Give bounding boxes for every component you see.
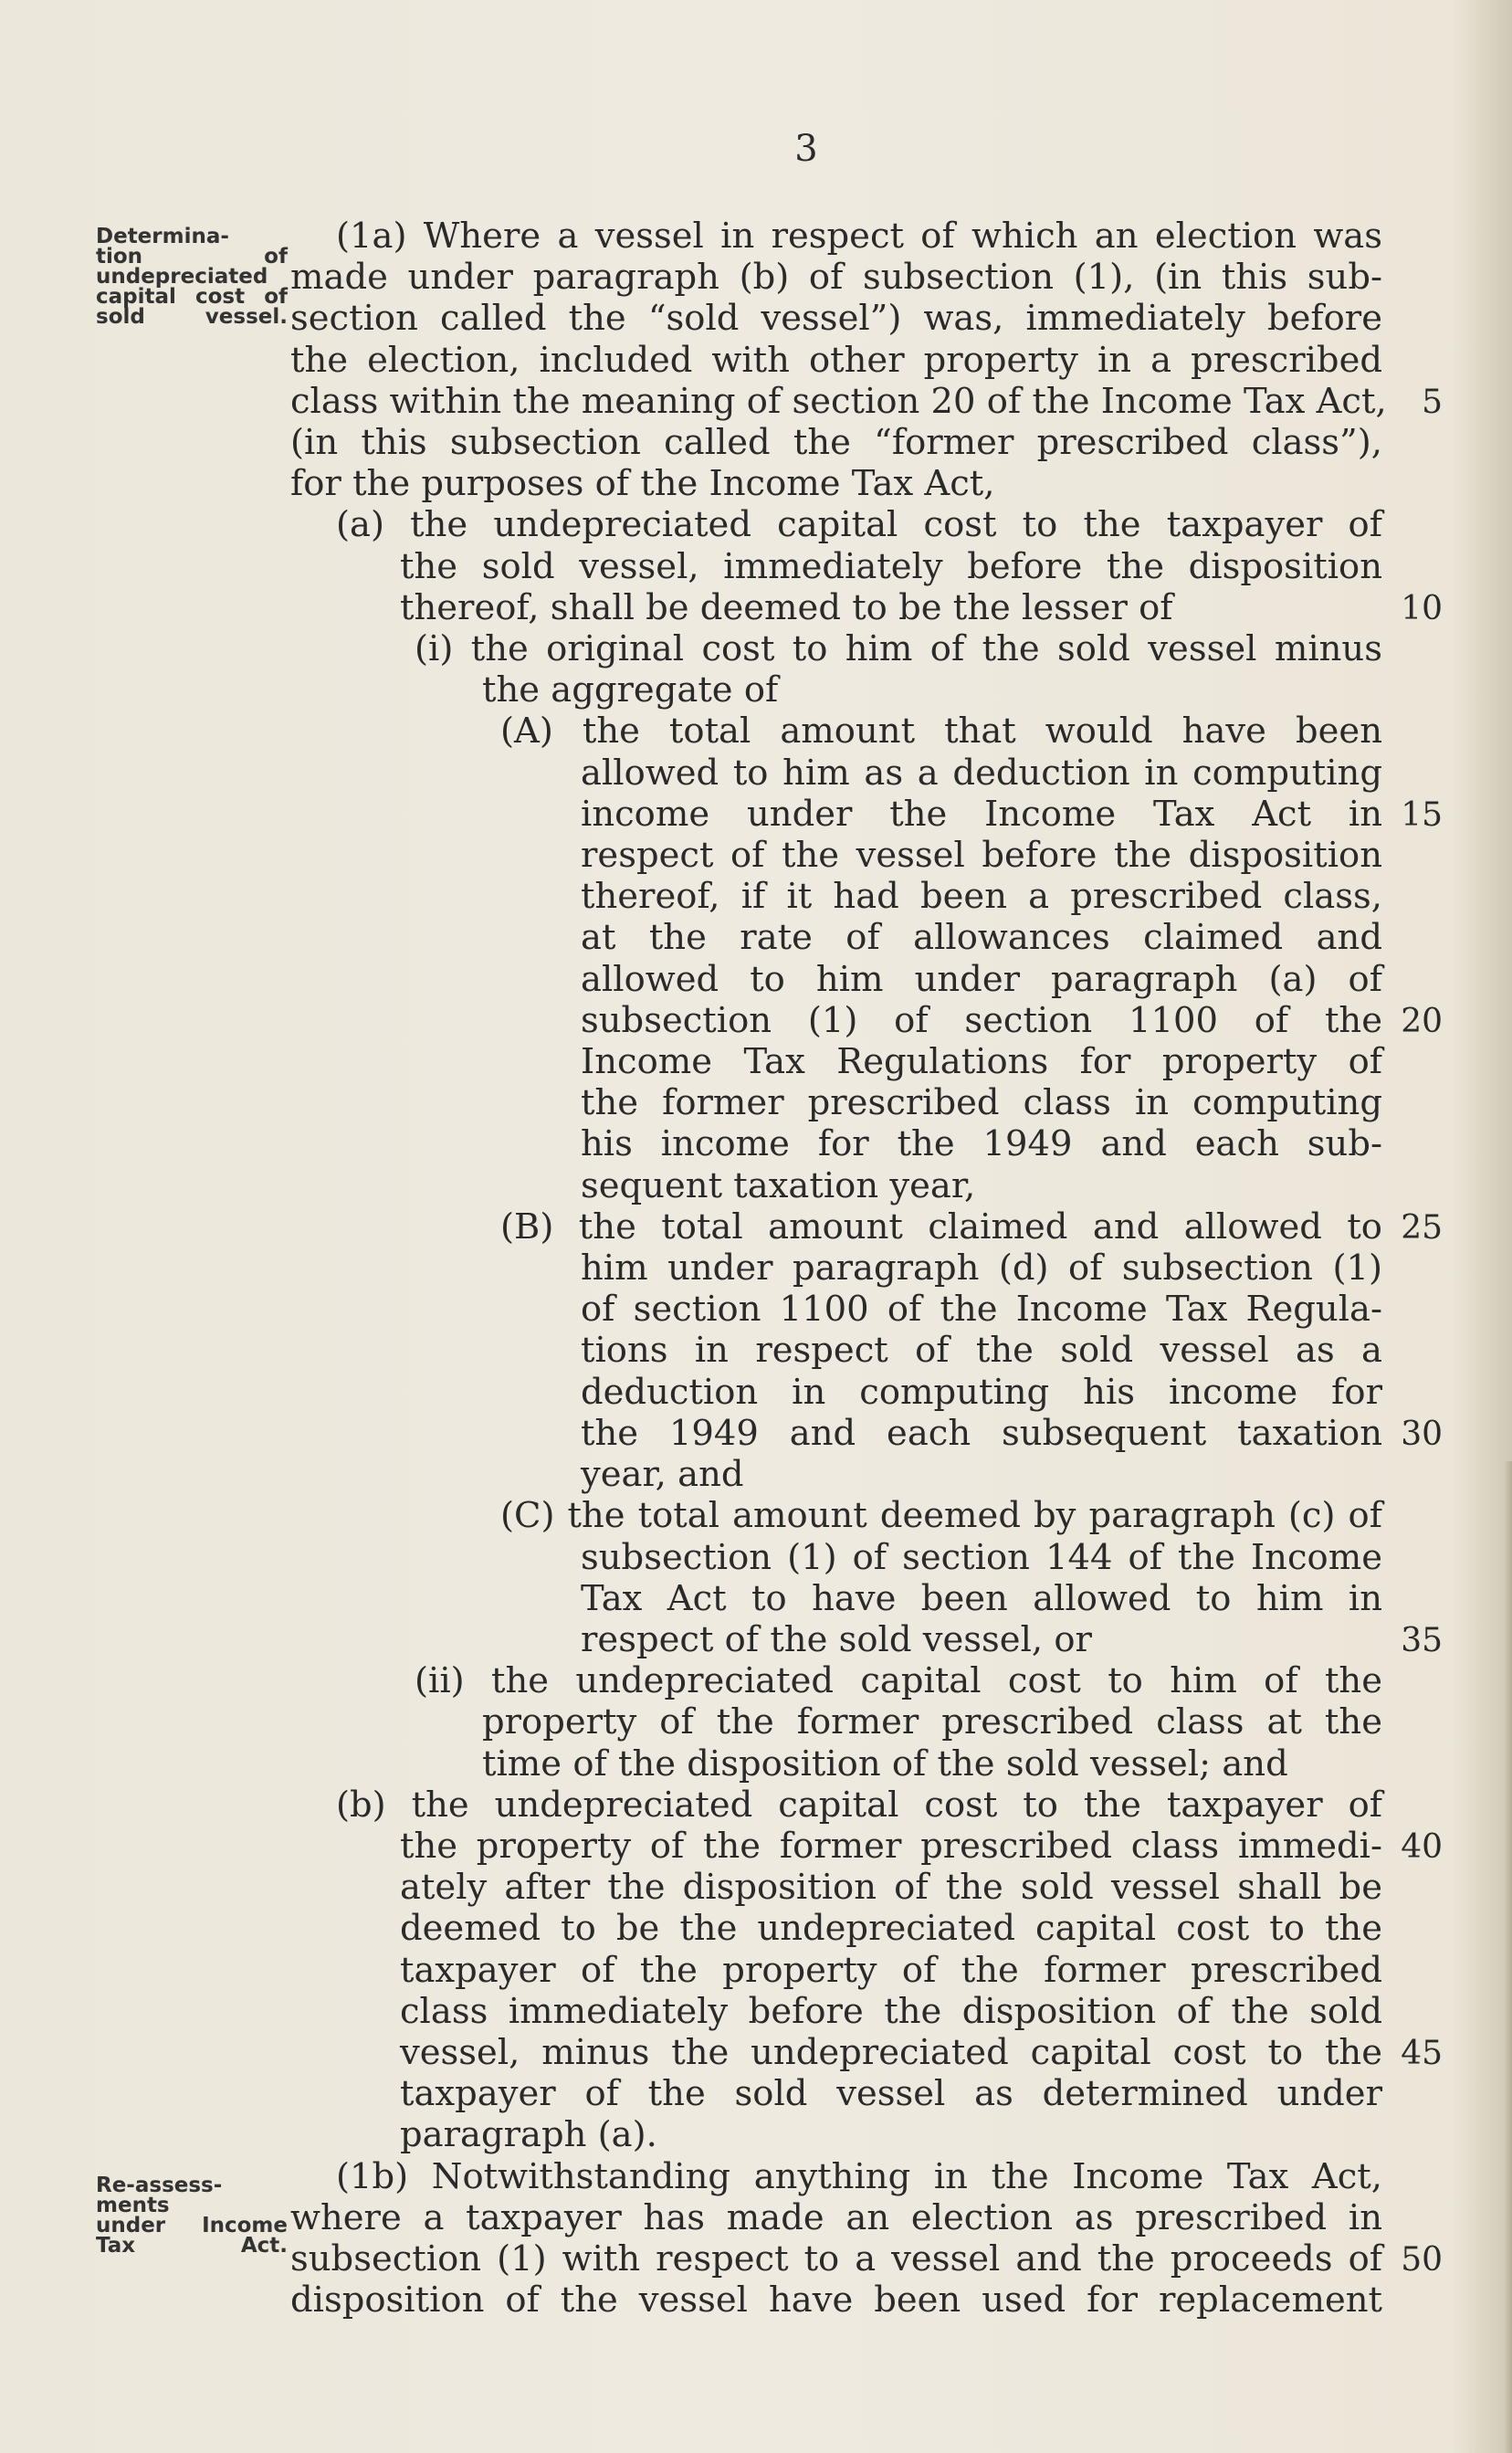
page-edge-shadow (1503, 1461, 1512, 2453)
text-line: made under paragraph (b) of subsection (1), (in this sub- (290, 257, 1382, 299)
text-line: paragraph (a). (400, 2114, 657, 2156)
line-number: 10 (1401, 590, 1443, 627)
text-line: ately after the disposition of the sold vessel shall be (400, 1867, 1382, 1909)
text-line: the sold vessel, immediately before the disposition (400, 545, 1382, 587)
text-line: property of the former prescribed class at the (482, 1701, 1382, 1743)
line-number: 20 (1401, 1003, 1443, 1040)
text-line: deemed to be the undepreciated capital cost to the (400, 1908, 1382, 1950)
sidenote-line: Tax Act. (96, 2234, 288, 2258)
text-line: his income for the 1949 and each sub- (581, 1123, 1382, 1165)
text-line: year, and (581, 1454, 744, 1496)
line-number: 40 (1401, 1828, 1443, 1866)
sidenote-line: Re-assess- (96, 2174, 223, 2197)
text-line: taxpayer of the property of the former prescribed (400, 1949, 1382, 1991)
text-line: disposition of the vessel have been used for replacement (290, 2279, 1382, 2321)
page-number: 3 (794, 128, 818, 170)
text-line: respect of the sold vessel, or (581, 1618, 1092, 1660)
text-line: subsection (1) with respect to a vessel and the proceeds of (290, 2237, 1382, 2279)
text-line: tions in respect of the sold vessel as a (581, 1330, 1382, 1372)
text-line: him under paragraph (d) of subsection (1) (581, 1248, 1382, 1290)
text-line: at the rate of allowances claimed and (581, 917, 1382, 959)
sidenote-line: tion of (96, 245, 288, 268)
text-line: thereof, shall be deemed to be the lesser of (400, 586, 1173, 628)
text-line: the former prescribed class in computing (581, 1082, 1382, 1124)
text-line: (a) the undepreciated capital cost to the taxpayer of (336, 504, 1382, 546)
text-line: allowed to him under paragraph (a) of (581, 958, 1382, 1000)
text-line: thereof, if it had been a prescribed class, (581, 876, 1382, 918)
sidenote-line: capital cost of (96, 285, 288, 309)
text-line: time of the disposition of the sold vessel; and (482, 1742, 1288, 1784)
text-line: Tax Act to have been allowed to him in (581, 1577, 1382, 1619)
text-line: the aggregate of (482, 669, 779, 711)
text-line: Income Tax Regulations for property of (581, 1041, 1382, 1083)
sidenote-line: undepreciated (96, 265, 268, 289)
line-number: 5 (1422, 384, 1443, 421)
text-line: respect of the vessel before the disposition (581, 835, 1382, 877)
sidenote-reassessments (96, 2175, 288, 2256)
text-line: where a taxpayer has made an election as prescribed in (290, 2196, 1382, 2238)
line-number: 30 (1401, 1416, 1443, 1453)
line-number: 35 (1401, 1622, 1443, 1659)
text-line: (in this subsection called the “former prescribed class”), (290, 422, 1382, 464)
text-line: income under the Income Tax Act in (581, 793, 1382, 835)
text-line: section called the “sold vessel”) was, immediately before (290, 298, 1382, 340)
line-number: 45 (1401, 2035, 1443, 2072)
text-line: (B) the total amount claimed and allowed to (500, 1205, 1382, 1248)
text-line: vessel, minus the undepreciated capital cost to the (400, 2031, 1382, 2073)
text-line: the election, included with other property in a prescribed (290, 339, 1382, 381)
text-line: subsection (1) of section 144 of the Income (581, 1536, 1382, 1578)
text-line: for the purposes of the Income Tax Act, (290, 463, 995, 505)
text-line: taxpayer of the sold vessel as determined under (400, 2073, 1382, 2115)
text-line: class immediately before the disposition of the sold (400, 1990, 1382, 2032)
statute-text (290, 216, 1386, 2321)
line-number: 15 (1401, 796, 1443, 834)
text-line: the property of the former prescribed class immedi- (400, 1825, 1382, 1867)
text-line: the 1949 and each subsequent taxation (581, 1412, 1382, 1454)
text-line: (A) the total amount that would have been (500, 711, 1382, 753)
text-line: (1b) Notwithstanding anything in the Income Tax Act, (336, 2155, 1382, 2197)
text-line: deduction in computing his income for (581, 1371, 1382, 1413)
text-line: (1a) Where a vessel in respect of which an election was (336, 216, 1382, 257)
text-line: (C) the total amount deemed by paragraph (c) of (500, 1495, 1382, 1537)
line-number: 25 (1401, 1209, 1443, 1247)
text-line: sequent taxation year, (581, 1164, 976, 1206)
sidenote-line: under Income (96, 2214, 288, 2237)
text-line: (ii) the undepreciated capital cost to him of the (415, 1660, 1382, 1702)
text-line: subsection (1) of section 1100 of the (581, 999, 1382, 1041)
text-line: class within the meaning of section 20 of the Income Tax Act, (290, 380, 1387, 422)
text-line: (i) the original cost to him of the sold vessel minus (415, 628, 1382, 670)
text-line: of section 1100 of the Income Tax Regula- (581, 1289, 1382, 1331)
text-line: allowed to him as a deduction in computing (581, 752, 1382, 794)
sidenote-line: Determina- (96, 225, 229, 248)
sidenote-line: sold vessel. (96, 305, 288, 329)
text-line: (b) the undepreciated capital cost to the taxpayer of (336, 1784, 1382, 1826)
line-number: 50 (1401, 2241, 1443, 2279)
sidenote-determination (96, 226, 288, 327)
sidenote-line: ments (96, 2194, 170, 2217)
